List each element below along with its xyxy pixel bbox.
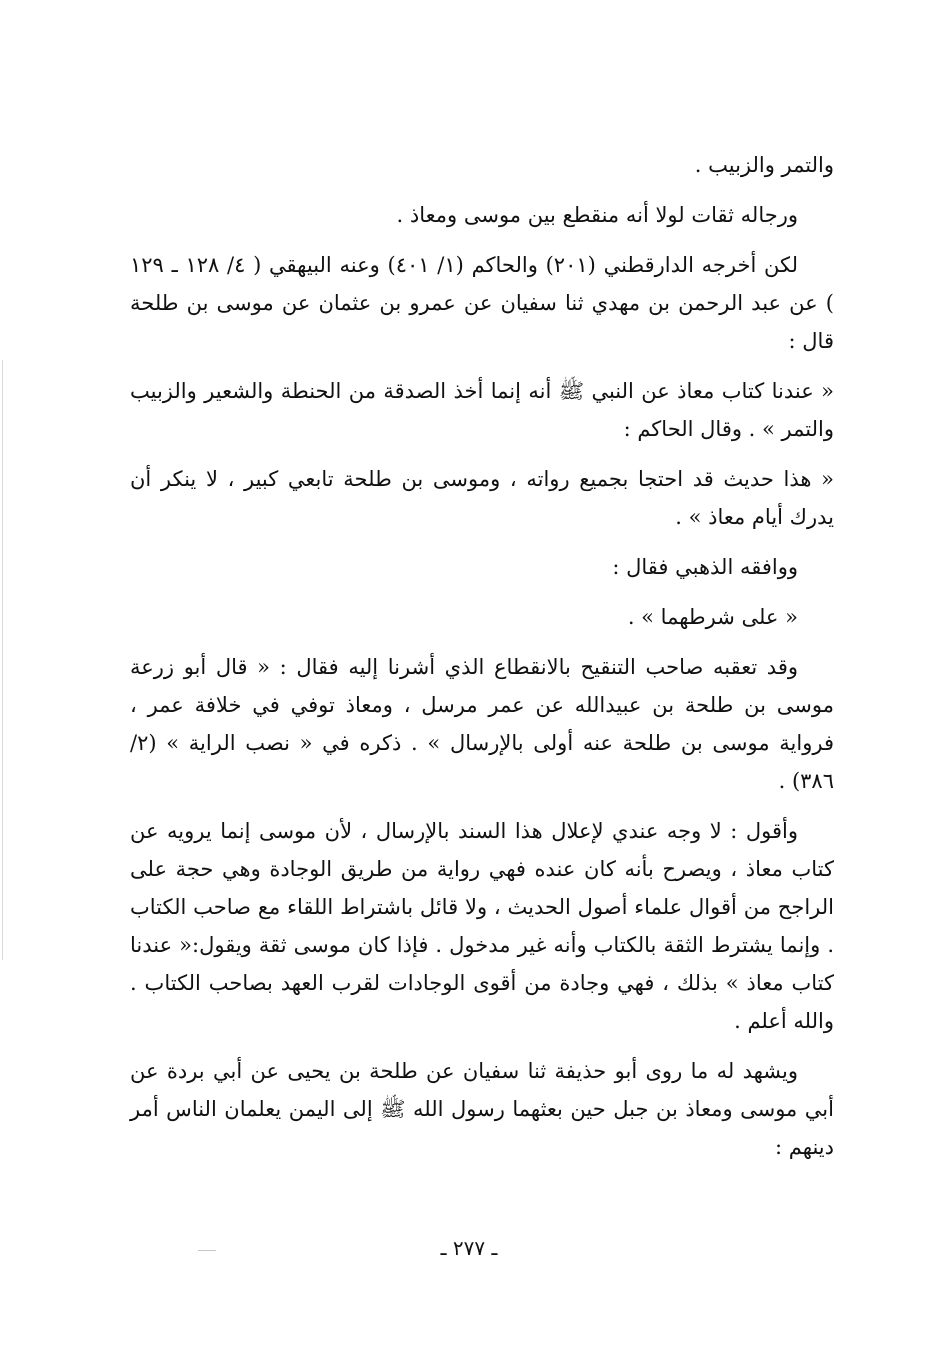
scan-margin-line [2,360,3,960]
quote-paragraph-1: « عندنا كتاب معاذ عن النبي ﷺ أنه إنما أخذ الصدقة من الحنطة والشعير والزبيب والتمر » . وقال الحاكم : [130,379,834,441]
paragraph-3: لكن أخرجه الدارقطني (٢٠١) والحاكم (١/ ٤٠١) وعنه البيهقي ( ٤/ ١٢٨ ـ ١٢٩ ) عن عبد الرحمن بن مهدي ثنا سفيان عن عمرو بن عثمان عن موسى بن طلحة قال : [130,253,834,353]
paragraph-1: والتمر والزبيب . [694,153,834,177]
paragraph-7: « على شرطهما » . [627,605,798,629]
paragraph-8: وقد تعقبه صاحب التنقيح بالانقطاع الذي أشرنا إليه فقال : « قال أبو زرعة موسى بن طلحة بن عبيدالله عن عمر مرسل ، ومعاذ توفي في خلافة عمر ، فرواية موسى بن طلحة عنه أولى بالإرسال » . ذكره في « نصب الراية » (٢/ ٣٨٦) . [130,655,834,793]
page-body-text [130,146,834,1178]
paragraph-6: ووافقه الذهبي فقال : [612,555,798,579]
page-number: ـ ٢٧٧ ـ [440,1236,498,1260]
paragraph-9: وأقول : لا وجه عندي لإعلال هذا السند بالإرسال ، لأن موسى إنما يرويه عن كتاب معاذ ، ويصرح بأنه كان عنده فهي رواية من طريق الوجادة وهي حجة على الراجح من أقوال علماء أصول الحديث ، ولا قائل باشتراط اللقاء مع صاحب الكتاب . وإنما يشترط الثقة بالكتاب وأنه غير مدخول . فإذا كان موسى ثقة ويقول:« عندنا كتاب معاذ » بذلك ، فهي وجادة من أقوى الوجادات لقرب العهد بصاحب الكتاب . والله أعلم . [130,819,834,1033]
quote-paragraph-2: « هذا حديث قد احتجا بجميع رواته ، وموسى بن طلحة تابعي كبير ، لا ينكر أن يدرك أيام معاذ » . [130,467,834,529]
paragraph-2: ورجاله ثقات لولا أنه منقطع بين موسى ومعاذ . [396,203,798,227]
paragraph-10: ويشهد له ما روى أبو حذيفة ثنا سفيان عن طلحة بن يحيى عن أبي بردة عن أبي موسى ومعاذ بن جبل حين بعثهما رسول الله ﷺ إلى اليمن يعلمان الناس أمر دينهم : [130,1059,834,1159]
